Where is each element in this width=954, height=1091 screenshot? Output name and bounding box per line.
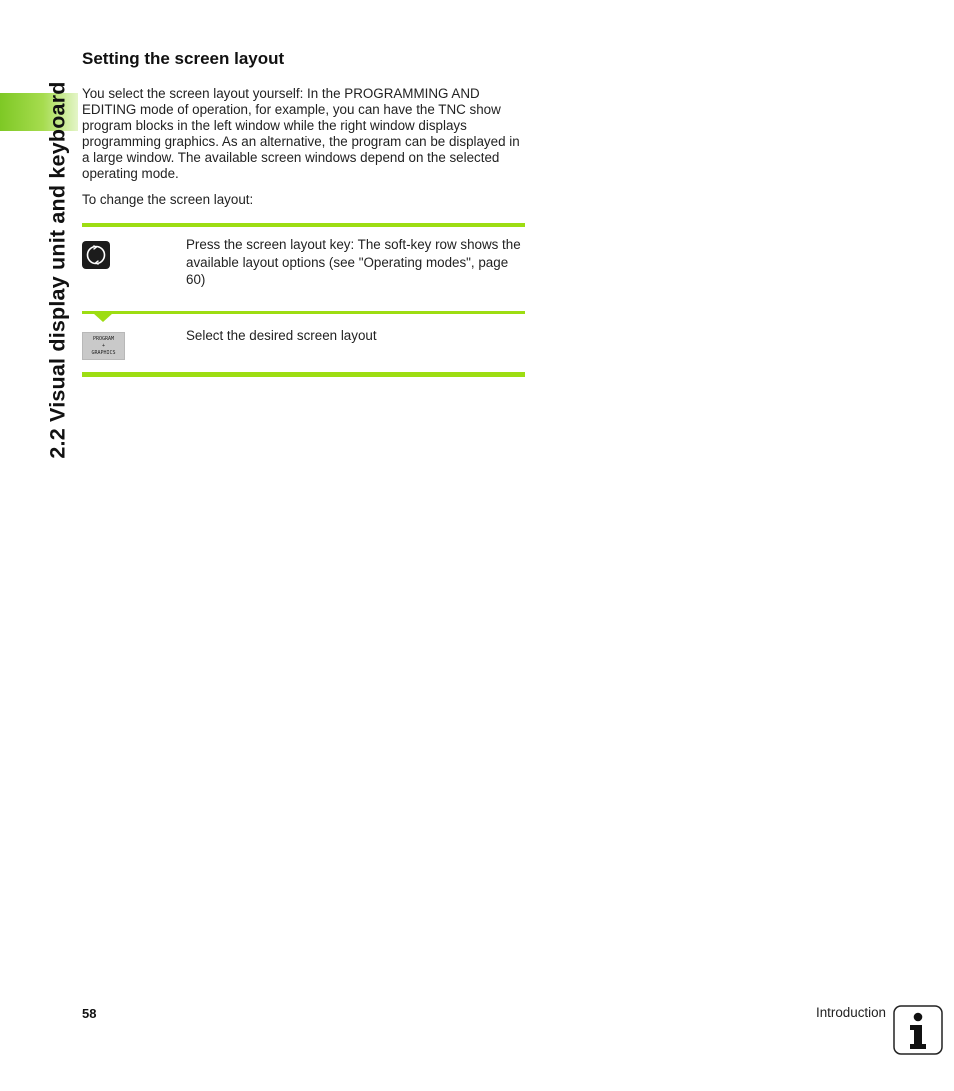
step-1-instruction: Press the screen layout key: The soft-key row shows the available layout options (see "Operating modes", page 60) bbox=[186, 237, 521, 287]
lead-in-paragraph: To change the screen layout: bbox=[82, 192, 254, 207]
screen-layout-key-icon bbox=[82, 241, 110, 269]
step-2-instruction: Select the desired screen layout bbox=[186, 328, 377, 343]
table-bottom-rule bbox=[82, 372, 525, 377]
step-divider-pointer bbox=[93, 313, 113, 322]
program-graphics-softkey bbox=[82, 332, 125, 360]
step-divider bbox=[82, 311, 525, 314]
table-top-rule bbox=[82, 223, 525, 227]
info-icon bbox=[893, 1005, 943, 1055]
softkey-line: GRAPHICS bbox=[91, 349, 116, 356]
intro-paragraph: You select the screen layout yourself: In the PROGRAMMING AND EDITING mode of operation, for example, you can have the TNC show program blocks in the left window while the right window displays programming graphics. As an alternative, the program can be displayed in a large window. The available screen windows depend on the selected operating mode. bbox=[82, 86, 520, 181]
softkey-line: + bbox=[101, 342, 105, 349]
section-side-title: 2.2 Visual display unit and keyboard bbox=[45, 81, 70, 459]
chapter-label: Introduction bbox=[816, 1005, 886, 1020]
section-heading: Setting the screen layout bbox=[82, 49, 285, 68]
page-number: 58 bbox=[82, 1006, 97, 1021]
softkey-line: PROGRAM bbox=[92, 335, 115, 342]
